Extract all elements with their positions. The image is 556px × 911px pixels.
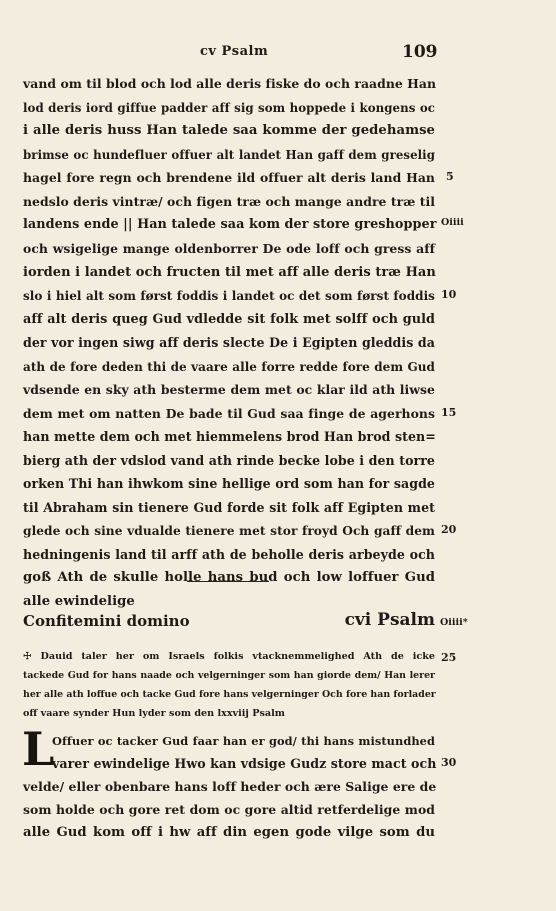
line-number: 10 [441,288,457,301]
text-line: lod deris iord giffue padder aff sig som hoppede i kongens oc [23,101,435,115]
running-head-title: cv Psalm [200,44,269,59]
text-line: til Abraham sin tienere Gud forde sit folk aff Egipten met [23,500,435,515]
text-line: alle ewindelige [23,594,135,609]
section-divider [187,581,269,582]
drop-cap: L [22,722,55,776]
text-line: aff alt deris queg Gud vdledde sit folk met solff och guld [23,312,435,327]
summary-line: tackede Gud for hans naade och velgerninger som han giorde dem/ Han lerer [23,670,435,681]
text-line: vand om til blod och lod alle deris fiske do och raadne Han [23,76,437,91]
signature-mark: Oiiii [441,217,464,228]
text-line: vdsende en sky ath besterme dem met oc klar ild ath liwse [23,382,435,397]
text-line: iorden i landet och fructen til met aff alle deris træ Han [23,265,436,280]
text-line: glede och sine vdualde tienere met stor froyd Och gaff dem [23,524,435,538]
text-line: slo i hiel alt som først foddis i landet oc det som først foddis [23,289,435,303]
text-line: dem met om natten De bade til Gud saa finge de agerhons [23,406,435,421]
text-line: ath de fore deden thi de vaare alle forre redde fore dem Gud [23,360,435,374]
text-line: hagel fore regn och brendene ild offuer alt deris land Han [23,170,435,185]
text-line: alle Gud kom off i hw aff din egen gode vilge som du [23,825,435,840]
summary-line: ☩ Dauid taler her om Israels folkis vtacknemmelighed Ath de icke [23,651,435,662]
text-line: goß Ath de skulle holle hans bud och low loffuer Gud [23,570,435,585]
text-line: som holde och gore ret dom oc gore altid retferdelige mod [23,802,435,817]
line-number: 5 [446,170,454,183]
text-line: och wsigelige mange oldenborrer De ode loff och gress aff [23,241,435,256]
line-number: 20 [441,523,457,536]
text-line: bierg ath der vdslod vand ath rinde becke lobe i den torre [23,453,435,468]
psalm-heading [23,612,435,636]
page-number: 109 [402,42,438,62]
summary-line: off vaare synder Hun lyder som den lxxviij Psalm [23,708,285,719]
line-number: 15 [441,406,457,419]
line-number: 30 [441,756,457,769]
text-line: velde/ eller obenbare hans loff heder och ære Salige ere de [23,779,437,794]
text-line: Offuer oc tacker Gud faar han er god/ thi hans mistundhed [52,734,435,748]
text-line: nedslo deris vintræ/ och figen træ och mange andre træ til [23,194,435,209]
text-line: hedningenis land til arff ath de beholle deris arbeyde och [23,547,435,562]
summary-line: her alle ath loffue och tacke Gud fore hans velgerninger Och fore han forlader [23,689,436,700]
psalm-number: cvi Psalm [344,610,435,630]
text-line: landens ende || Han talede saa kom der store greshopper [23,217,437,232]
running-head [0,42,556,62]
text-line: i alle deris huss Han talede saa komme der gedehamse [23,123,435,138]
text-line: varer ewindelige Hwo kan vdsige Gudz store mact och [52,756,437,771]
psalm-incipit: Confitemini domino [23,612,190,630]
text-line: orken Thi han ihwkom sine hellige ord som han for sagde [23,476,435,491]
text-line: brimse oc hundefluer offuer alt landet Han gaff dem greselig [23,148,435,162]
line-number: 25 [441,651,457,664]
text-line: der vor ingen siwg aff deris slecte De i Egipten gleddis da [23,335,435,350]
text-line: han mette dem och met hiemmelens brod Han brod sten= [23,429,436,444]
signature-mark: Oiiii* [440,617,468,628]
